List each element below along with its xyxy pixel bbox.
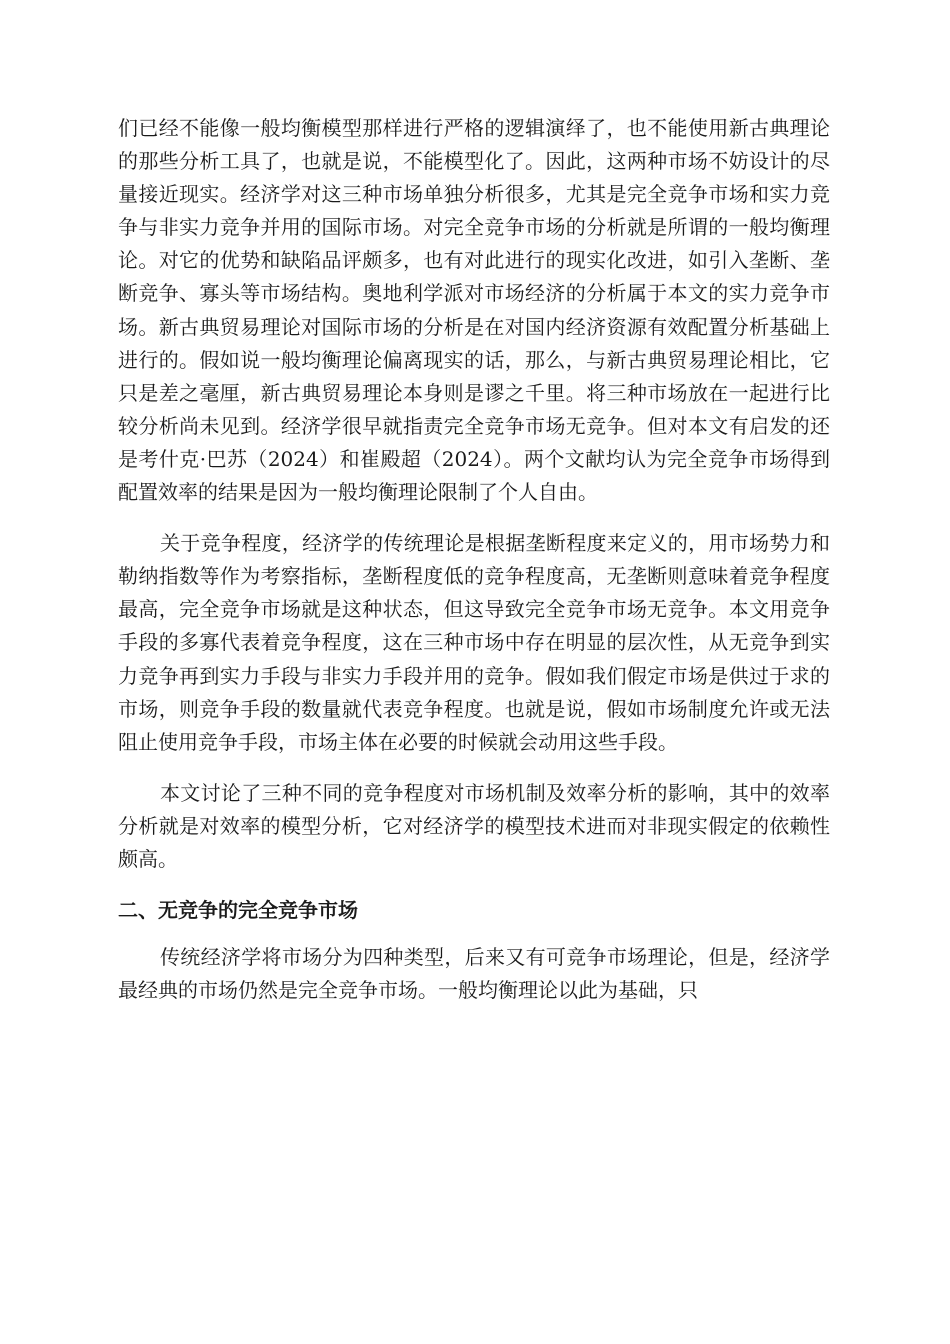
- section-heading: 二、无竞争的完全竞争市场: [118, 898, 358, 923]
- document-page: [118, 112, 830, 1025]
- paragraph-scope: 本文讨论了三种不同的竞争程度对市场机制及效率分析的影响，其中的效率分析就是对效率的模型分析，它对经济学的模型技术进而对非现实假定的依赖性颇高。: [118, 780, 830, 871]
- paragraph-competition-degree: 关于竞争程度，经济学的传统理论是根据垄断程度来定义的，用市场势力和勒纳指数等作为考察指标，垄断程度低的竞争程度高，无垄断则意味着竞争程度最高，完全竞争市场就是这种状态，但这导致完全竞争市场无竞争。本文用竞争手段的多寡代表着竞争程度，这在三种市场中存在明显的层次性，从无竞争到实力竞争再到实力手段与非实力手段并用的竞争。假如我们假定市场是供过于求的市场，则竞争手段的数量就代表竞争程度。也就是说，假如市场制度允许或无法阻止使用竞争手段，市场主体在必要的时候就会动用这些手段。: [118, 531, 830, 754]
- paragraph-section-intro: 传统经济学将市场分为四种类型，后来又有可竞争市场理论，但是，经济学最经典的市场仍然是完全竞争市场。一般均衡理论以此为基础，只: [118, 945, 830, 1003]
- paragraph-continuation: 们已经不能像一般均衡模型那样进行严格的逻辑演绎了，也不能使用新古典理论的那些分析工具了，也就是说，不能模型化了。因此，这两种市场不妨设计的尽量接近现实。经济学对这三种市场单独分析很多，尤其是完全竞争市场和实力竞争与非实力竞争并用的国际市场。对完全竞争市场的分析就是所谓的一般均衡理论。对它的优势和缺陷品评颇多，也有对此进行的现实化改进，如引入垄断、垄断竞争、寡头等市场结构。奥地利学派对市场经济的分析属于本文的实力竞争市场。新古典贸易理论对国际市场的分析是在对国内经济资源有效配置分析基础上进行的。假如说一般均衡理论偏离现实的话，那么，与新古典贸易理论相比，它只是差之毫厘，新古典贸易理论本身则是谬之千里。将三种市场放在一起进行比较分析尚未见到。经济学很早就指责完全竞争市场无竞争。但对本文有启发的还是考什克·巴苏（2024）和崔殿超（2024）。两个文献均认为完全竞争市场得到配置效率的结果是因为一般均衡理论限制了个人自由。: [118, 116, 830, 505]
